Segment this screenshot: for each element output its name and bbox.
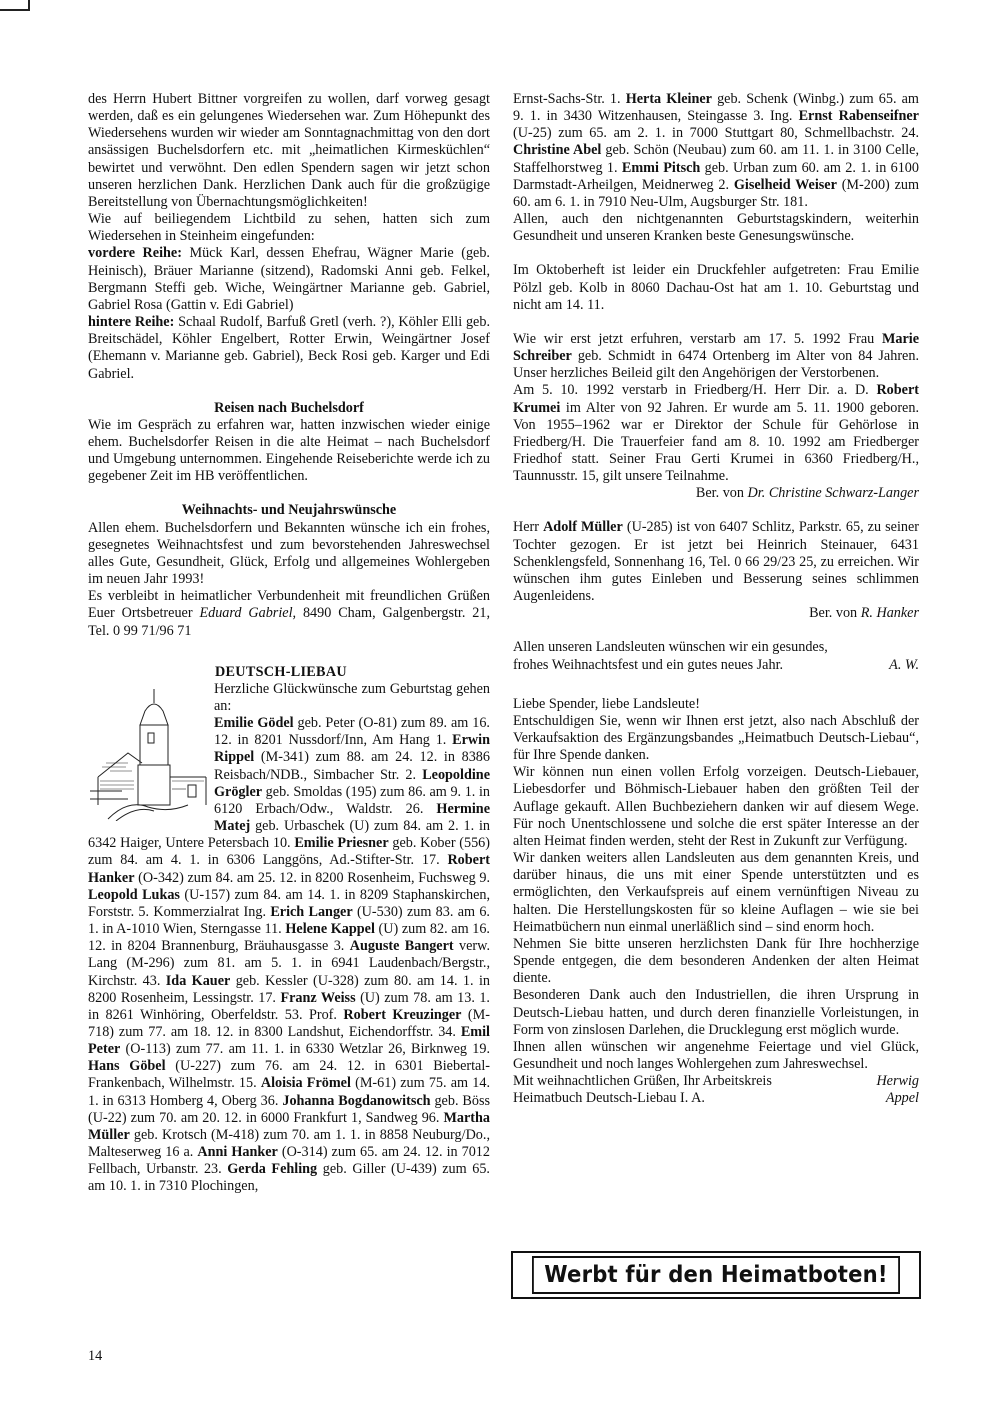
front-row-names: Mück Karl, dessen Ehefrau, Wägner Marie (geb. Heinisch), Bräuer Marianne (sitzend), Radomski Anni geb. Felkel, Bergmann Steffi geb. Wiche, Weingärtner Marianne geb. Gabriel, Gabriel Rosa (Gattin v. Edi Gabriel) <box>88 245 490 313</box>
donor-paragraph-3: Wir danken weiters allen Landsleuten aus dem genannten Kreis, und darüber hinaus, die uns mit einer Spende unterstützten und es ermöglichten, den Verkaufspreis auf einem vernünftigen Niveau zu halten. Die Herstellungskosten für so kleine Auflagen – wie sie bei Heimatbüchern nun einmal unerläßlich sind – sind enorm hoch. <box>513 850 919 935</box>
celebrant-details: (U-157) zum 84. am 14. 1. in 8209 Staphanskirchen, Forststr. 5. Kommerzialrat Ing. <box>88 886 491 920</box>
celebrant-details: (M-341) zum 88. am 24. 12. in 8386 Reisbach/NDB., Simbacher Str. 2. <box>214 749 490 783</box>
obituary-text: Am 5. 10. 1992 verstarb in Friedberg/H. Herr Dir. a. D. <box>513 382 877 399</box>
donor-paragraph-1: Entschuldigen Sie, wenn wir Ihnen erst jetzt, also nach Abschluß der Verkaufsaktion des Ergänzungsbandes „Heimatbuch Deutsch-Liebau“, für Ihre Spende danken. <box>513 712 919 764</box>
credit-prefix: Ber. von <box>809 605 861 622</box>
celebrant-details: geb. Kessler (U-328) zum 80. am 14. 1. in 8200 Rosenheim, Lessingstr. 17. <box>88 972 490 1006</box>
celebrant-name: Hermine Matej <box>214 800 490 835</box>
celebrant-details: geb. Krotsch (M-418) zum 70. am 1. 1. in 8858 Neuburg/Do., Malteserweg 16 a. <box>88 1126 490 1161</box>
celebrant-details: geb. Schön (Neubau) zum 60. am 11. 1. in 3100 Celle, Staffelhorstweg 1. <box>513 142 919 176</box>
celebrant-details: (M-200) zum 60. am 6. 1. in 7910 Neu-Ulm, Augsburger Str. 181. <box>513 176 919 210</box>
deutsch-liebau-section <box>88 664 490 1196</box>
obituary-text: im Alter von 92 Jahren. Er wurde am 5. 11. 1900 geboren. Von 1955–1962 war er Direktor der Schule für Gehörlose in Friedberg/H. Die Trauerfeier fand am 8. 10. 1992 am Friedberger Friedhof statt. Seiner Frau Gerti Krumei in 6360 Friedberg/H., Taunnusstr. 15, gilt unsere Teilnahme. <box>513 399 919 485</box>
wishes-paragraph: Allen ehem. Buchelsdorfern und Bekannten wünsche ich ein frohes, gesegnetes Weihnachtsfest und zum bevorstehenden Jahreswechsel alles Gute, Gesundheit, Glück, Erfolg und allgemeines Wohlergeben im neuen Jahr 1993! <box>88 519 490 588</box>
celebrant-details: (O-113) zum 77. am 11. 1. in 6330 Wetzlar 26, Birknweg 19. <box>120 1041 490 1058</box>
celebrant-name: Hans Göbel <box>88 1058 166 1075</box>
donor-paragraph-2: Wir können nun einen vollen Erfolg vorzeigen. Deutsch-Liebauer, Liebesdorfer und Böhmisch-Liebauer haben den größten Teil der Auflage gekauft. Allen Buchbeziehern danken wir auf diesem Wege. Für noch Unentschlossene und solche die erst später Interesse an der alten Heimat finden werden, steht der Rest in Zukunft zur Verfügung. <box>513 764 919 849</box>
obituary-text: Wie wir erst jetzt erfuhren, verstarb am 17. 5. 1992 Frau <box>513 330 882 347</box>
section-title: DEUTSCH-LIEBAU <box>215 663 347 680</box>
celebrant-name: Auguste Bangert <box>349 938 454 955</box>
holiday-greeting <box>513 639 919 673</box>
intro-paragraph: des Herrn Hubert Bittner vorgreifen zu wollen, darf vorweg gesagt werden, daß es ein gelungenes Wiedersehen war. Zum Höhepunkt des Wiedersehens wurden wir wieder am Sonntagnachmittag von den dort ansässigen Buchelsdorfern etc. mit „heimatlichen Kirmesküchlen“ bewirtet und verwöhnt. Den edlen Spendern sagen wir jetzt schon unseren herzlichen Dank. Herzlichen Dank auch für die großzügige Bereitstellung von Übernachtungsmöglichkeiten! <box>88 91 490 210</box>
celebrant-name: Giselheid Weiser <box>733 176 837 193</box>
celebrant-details: geb. Urbaschek (U) zum 84. am 2. 1. in 6342 Haiger, Untere Petersbach 10. <box>88 818 490 852</box>
celebrant-name: Ida Kauer <box>165 972 231 989</box>
birthday-intro: Herzliche Glückwünsche zum Geburtstag gehen an: <box>214 680 490 714</box>
celebrant-name: Emil Peter <box>88 1023 490 1058</box>
celebrant-name: Franz Weiss <box>280 989 356 1006</box>
closing-text: Es verbleibt in heimatlicher Verbundenheit mit freundlichen Grüßen Euer Ortsbetreuer <box>88 588 490 622</box>
author-name: Eduard Gabriel, <box>199 605 297 622</box>
celebrant-name: Anni Hanker <box>197 1144 278 1161</box>
celebrant-details: geb. Kober (556) zum 84. am 4. 1. in 6306 Langgöns, Ad.-Stifter-Str. 17. <box>88 835 490 869</box>
celebrant-name: Emilie Priesner <box>294 835 389 852</box>
obituary-2 <box>513 382 919 485</box>
birthday-entry-1 <box>214 715 490 748</box>
celebrant-details: (O-314) zum 65. am 24. 12. in 7012 Fellbach, Urbanstr. 23. <box>88 1144 490 1178</box>
back-row-paragraph <box>88 314 490 383</box>
closing-address: 8490 Cham, Galgenbergstr. 21, Tel. 0 99 71/96 71 <box>88 605 491 639</box>
celebrant-details: (U-530) zum 83. am 6. 1. in A-1010 Wien, Sterngasse 11. <box>88 903 490 938</box>
signature-name: Herwig Appel <box>876 1073 919 1107</box>
credit-name: R. Hanker <box>860 605 919 622</box>
celebrant-details: geb. Smoldas (195) zum 86. am 9. 1. in 6120 Erbach/Odw., Waldstr. 26. <box>214 783 490 817</box>
general-wishes: Allen, auch den nichtgenannten Geburtstagskindern, weiterhin Gesundheit und unseren Kranken beste Genesungswünsche. <box>513 211 919 245</box>
celebrant-details: (U-227) zum 76. am 24. 12. in 6301 Biebertal-Frankenbach, Wilhelmstr. 15. <box>88 1058 490 1092</box>
celebrant-name: Helene Kappel <box>285 921 375 938</box>
report-credit <box>513 485 919 502</box>
greeting-text: Allen unseren Landsleuten wünschen wir ein gesundes, frohes Weihnachtsfest und ein gutes neues Jahr. <box>513 639 828 673</box>
photo-intro: Wie auf beiliegendem Lichtbild zu sehen, hatten sich zum Wiedersehen in Steinheim eingefunden: <box>88 211 490 245</box>
celebrant-name: Aloisia Frömel <box>260 1075 351 1092</box>
celebrant-name: Emmi Pitsch <box>621 159 701 176</box>
celebrant-details: Ernst-Sachs-Str. 1. <box>513 91 626 107</box>
front-row-label: vordere Reihe: <box>88 245 182 262</box>
corner-mark <box>0 0 30 11</box>
donor-salutation: Liebe Spender, liebe Landsleute! <box>513 695 700 712</box>
celebrant-name: Robert Kreuzinger <box>343 1006 462 1023</box>
person-name: Adolf Müller <box>543 519 623 536</box>
credit-name: Dr. Christine Schwarz-Langer <box>747 485 919 502</box>
relocation-text: (U-285) ist von 6407 Schlitz, Parkstr. 65, zu seiner Tochter gezogen. Er ist jetzt bei Heinrich Steinauer, 6431 Schenklengsfeld, Sonnenhang 16, Tel. 0 66 29/23 25, zu erreichen. Wir wünschen ihm gutes Einleben und Besserung seines schlimmen Augenleidens. <box>513 519 920 605</box>
celebrant-details: geb. Schenk (Winbg.) zum 65. am 9. 1. in 3430 Witzenhausen, Steingasse 3. Ing. <box>513 91 919 125</box>
back-row-label: hintere Reihe: <box>88 314 175 331</box>
celebrant-name: Herta Kleiner <box>625 91 712 107</box>
celebrant-details: verw. Lang (M-296) zum 81. am 5. 1. in 6941 Laudenbach/Bergstr., Kirchstr. 43. <box>88 938 490 989</box>
celebrant-details: (U) zum 82. am 16. 12. in 8204 Brannenburg, Bräuhausgasse 3. <box>88 921 490 955</box>
closing-paragraph <box>88 588 490 639</box>
celebrant-name: Ernst Rabenseifner <box>798 108 919 125</box>
donor-paragraph-5: Besonderen Dank auch den Industriellen, die ihren Ursprung in Deutsch-Liebau hatten, und durch deren finanzielle Vorleistungen, in Form von zinslosen Darlehen, die Drucklegung erst möglich wurde. <box>513 987 919 1038</box>
deceased-name: Robert Krumei <box>513 382 919 416</box>
celebrant-details: (M-61) zum 75. am 14. 1. in 6313 Homberg 4, Oberg 36. <box>88 1075 490 1109</box>
celebrant-name: Erwin Rippel <box>214 732 490 766</box>
celebrant-name: Leopoldine Grögler <box>214 766 490 800</box>
front-row-paragraph <box>88 245 490 314</box>
credit-prefix: Ber. von <box>695 485 748 502</box>
celebrant-name: Martha Müller <box>88 1109 490 1143</box>
donor-closing <box>513 1073 919 1107</box>
celebrant-name: Erich Langer <box>270 903 353 920</box>
donor-paragraph-6: Ihnen allen wünschen wir angenehme Feiertage und viel Glück, Gesundheit und noch langes Wohlergehen zum Jahreswechsel. <box>513 1038 919 1072</box>
wishes-heading: Weihnachts- und Neujahrswünsche <box>181 502 397 519</box>
page-number: 14 <box>88 1348 103 1364</box>
celebrant-name: Christine Abel <box>513 142 602 159</box>
travel-paragraph: Wie im Gespräch zu erfahren war, hatten inzwischen wieder einige ehem. Buchelsdorfer Reisen in die alte Heimat – nach Buchelsdorf und Umgebung unternommen. Eingehende Reiseberichte werde ich zu gegebener Zeit im HB veröffentlichen. <box>88 416 490 485</box>
relocation-notice <box>513 519 919 605</box>
celebrant-details: (U-25) zum 65. am 2. 1. in 7000 Stuttgart 80, Schmellbachstr. 24. <box>513 125 919 142</box>
celebrant-name: Gerda Fehling <box>227 1161 318 1178</box>
report-credit-2 <box>513 605 919 622</box>
celebrant-name: Johanna Bogdanowitsch <box>282 1092 431 1109</box>
obituary-text: geb. Schmidt in 6474 Ortenberg im Alter von 84 Jahren. Unser herzliches Beileid gilt den Angehörigen der Verstorbenen. <box>513 348 919 382</box>
closing-text: Mit weihnachtlichen Grüßen, Ihr Arbeitskreis Heimatbuch Deutsch-Liebau I. A. <box>513 1073 772 1107</box>
obituary-1 <box>513 331 919 382</box>
banner-text: Werbt für den Heimatboten! <box>532 1256 900 1294</box>
erratum-notice: Im Oktoberheft ist leider ein Druckfehler aufgetreten: Frau Emilie Pölzl geb. Kolb in 8060 Dachau-Ost hat am 1. 10. Geburtstag und nicht am 14. 11. <box>513 262 919 313</box>
donor-paragraph-4: Nehmen Sie bitte unseren herzlichsten Dank für Ihre hochherzige Spende entgegen, die dem besonderen Andenken der alten Heimat diente. <box>513 935 919 987</box>
travel-heading: Reisen nach Buchelsdorf <box>214 399 364 416</box>
celebrant-details: (M-718) zum 77. am 18. 12. in 8300 Landshut, Eichendorffstr. 34. <box>88 1006 490 1040</box>
celebrant-details: geb. Giller (U-439) zum 65. am 10. 1. in 7310 Plochingen, <box>88 1161 490 1195</box>
celebrant-details: geb. Peter (O-81) zum 89. am 16. 12. in 8201 Nussdorf/Inn, Am Hang 1. <box>214 715 490 749</box>
greeting-signature: A. W. <box>889 656 919 673</box>
celebrant-name: Robert Hanker <box>88 852 490 886</box>
left-column <box>88 91 490 1196</box>
celebrant-details: geb. Böss (U-22) zum 70. am 20. 12. in 6000 Frankfurt 1, Sandweg 96. <box>88 1092 490 1126</box>
celebrant-details: (O-342) zum 84. am 25. 12. in 8200 Rosenheim, Fuchsweg 9. <box>134 869 490 886</box>
celebrant-details: (U) zum 78. am 13. 1. in 8261 Winhöring, Oberfeldstr. 53. Prof. <box>88 989 490 1023</box>
celebrant-name: Leopold Lukas <box>88 886 180 903</box>
celebrant-name: Emilie Gödel <box>214 715 294 732</box>
back-row-names: Schaal Rudolf, Barfuß Gretl (verh. ?), Köhler Elli geb. Breitschädel, Köhler Engelbert, Rotter Erwin, Weingärtner Josef (Ehemann v. Marianne geb. Gabriel), Beck Rosi geb. Karger und Edi Gabriel. <box>88 314 491 382</box>
birthday-list-right <box>513 91 919 211</box>
celebrant-details: geb. Urban zum 60. am 2. 1. in 6100 Darmstadt-Arheilgen, Meidnerweg 2. <box>513 159 919 193</box>
church-illustration <box>88 681 210 821</box>
relocation-text: Herr <box>513 519 544 536</box>
right-column <box>513 91 919 1107</box>
promo-banner <box>511 1251 921 1299</box>
deceased-name: Marie Schreiber <box>513 330 919 365</box>
